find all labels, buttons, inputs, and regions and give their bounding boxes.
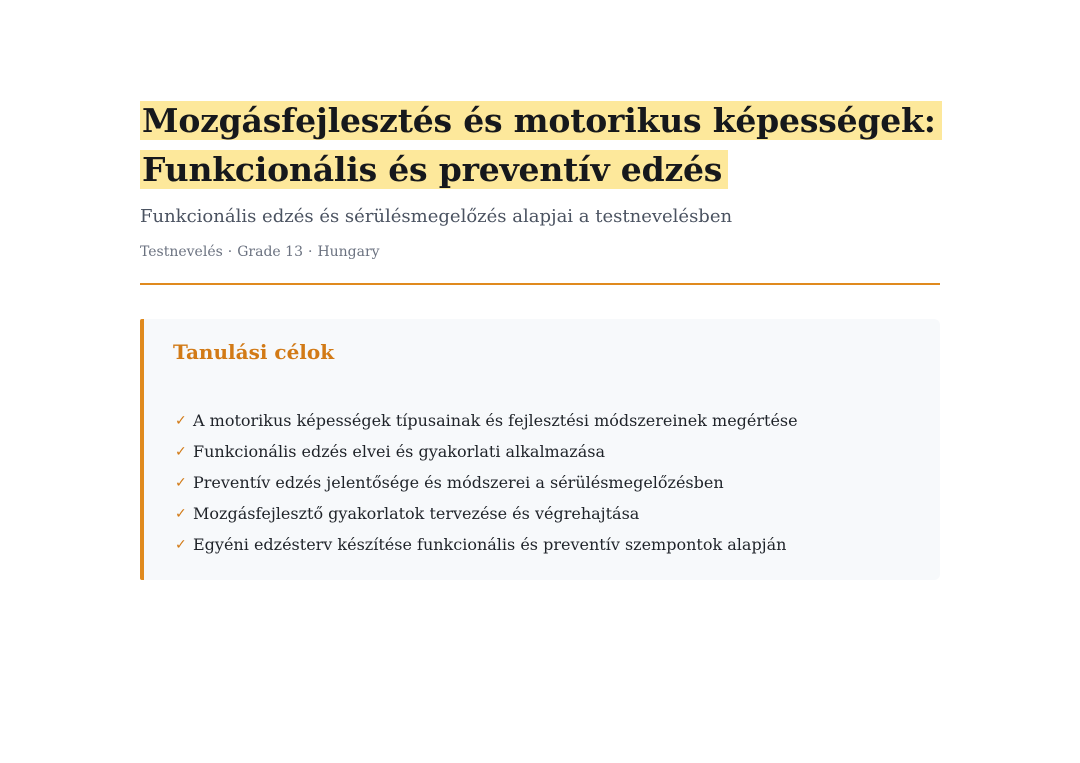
objective-text: Funkcionális edzés elvei és gyakorlati alkalmazása: [193, 442, 605, 461]
list-item: [175, 467, 798, 498]
list-item: [175, 436, 798, 467]
checkmark-icon: ✓: [175, 474, 187, 491]
learning-objectives-panel: [140, 319, 940, 580]
checkmark-icon: ✓: [175, 505, 187, 522]
checkmark-icon: ✓: [175, 412, 187, 429]
meta-line: [140, 242, 940, 262]
meta-subject: Testnevelés: [140, 244, 223, 260]
list-item: [175, 405, 798, 436]
title-line-2: Funkcionális és preventív edzés: [142, 150, 723, 189]
page-subtitle: Funkcionális edzés és sérülésmegelőzés alapjai a testnevelésben: [140, 206, 733, 227]
objectives-list: [175, 405, 798, 560]
objectives-heading: Tanulási célok: [173, 340, 335, 364]
list-item: [175, 498, 798, 529]
list-item: [175, 529, 798, 560]
header-divider: [140, 283, 940, 285]
checkmark-icon: ✓: [175, 536, 187, 553]
checkmark-icon: ✓: [175, 443, 187, 460]
objective-text: Egyéni edzésterv készítése funkcionális és preventív szempontok alapján: [193, 535, 787, 554]
page-title: [140, 96, 940, 194]
meta-separator: ·: [227, 244, 233, 260]
objective-text: Mozgásfejlesztő gyakorlatok tervezése és végrehajtása: [193, 504, 640, 523]
objective-text: Preventív edzés jelentősége és módszerei a sérülésmegelőzésben: [193, 473, 724, 492]
objective-text: A motorikus képességek típusainak és fejlesztési módszereinek megértése: [193, 411, 798, 430]
title-highlight: [140, 101, 942, 189]
meta-grade: Grade 13: [237, 244, 303, 260]
page-header: [140, 96, 940, 262]
title-line-1: Mozgásfejlesztés és motorikus képességek:: [142, 101, 936, 140]
meta-separator: ·: [307, 244, 313, 260]
meta-country: Hungary: [317, 244, 380, 260]
